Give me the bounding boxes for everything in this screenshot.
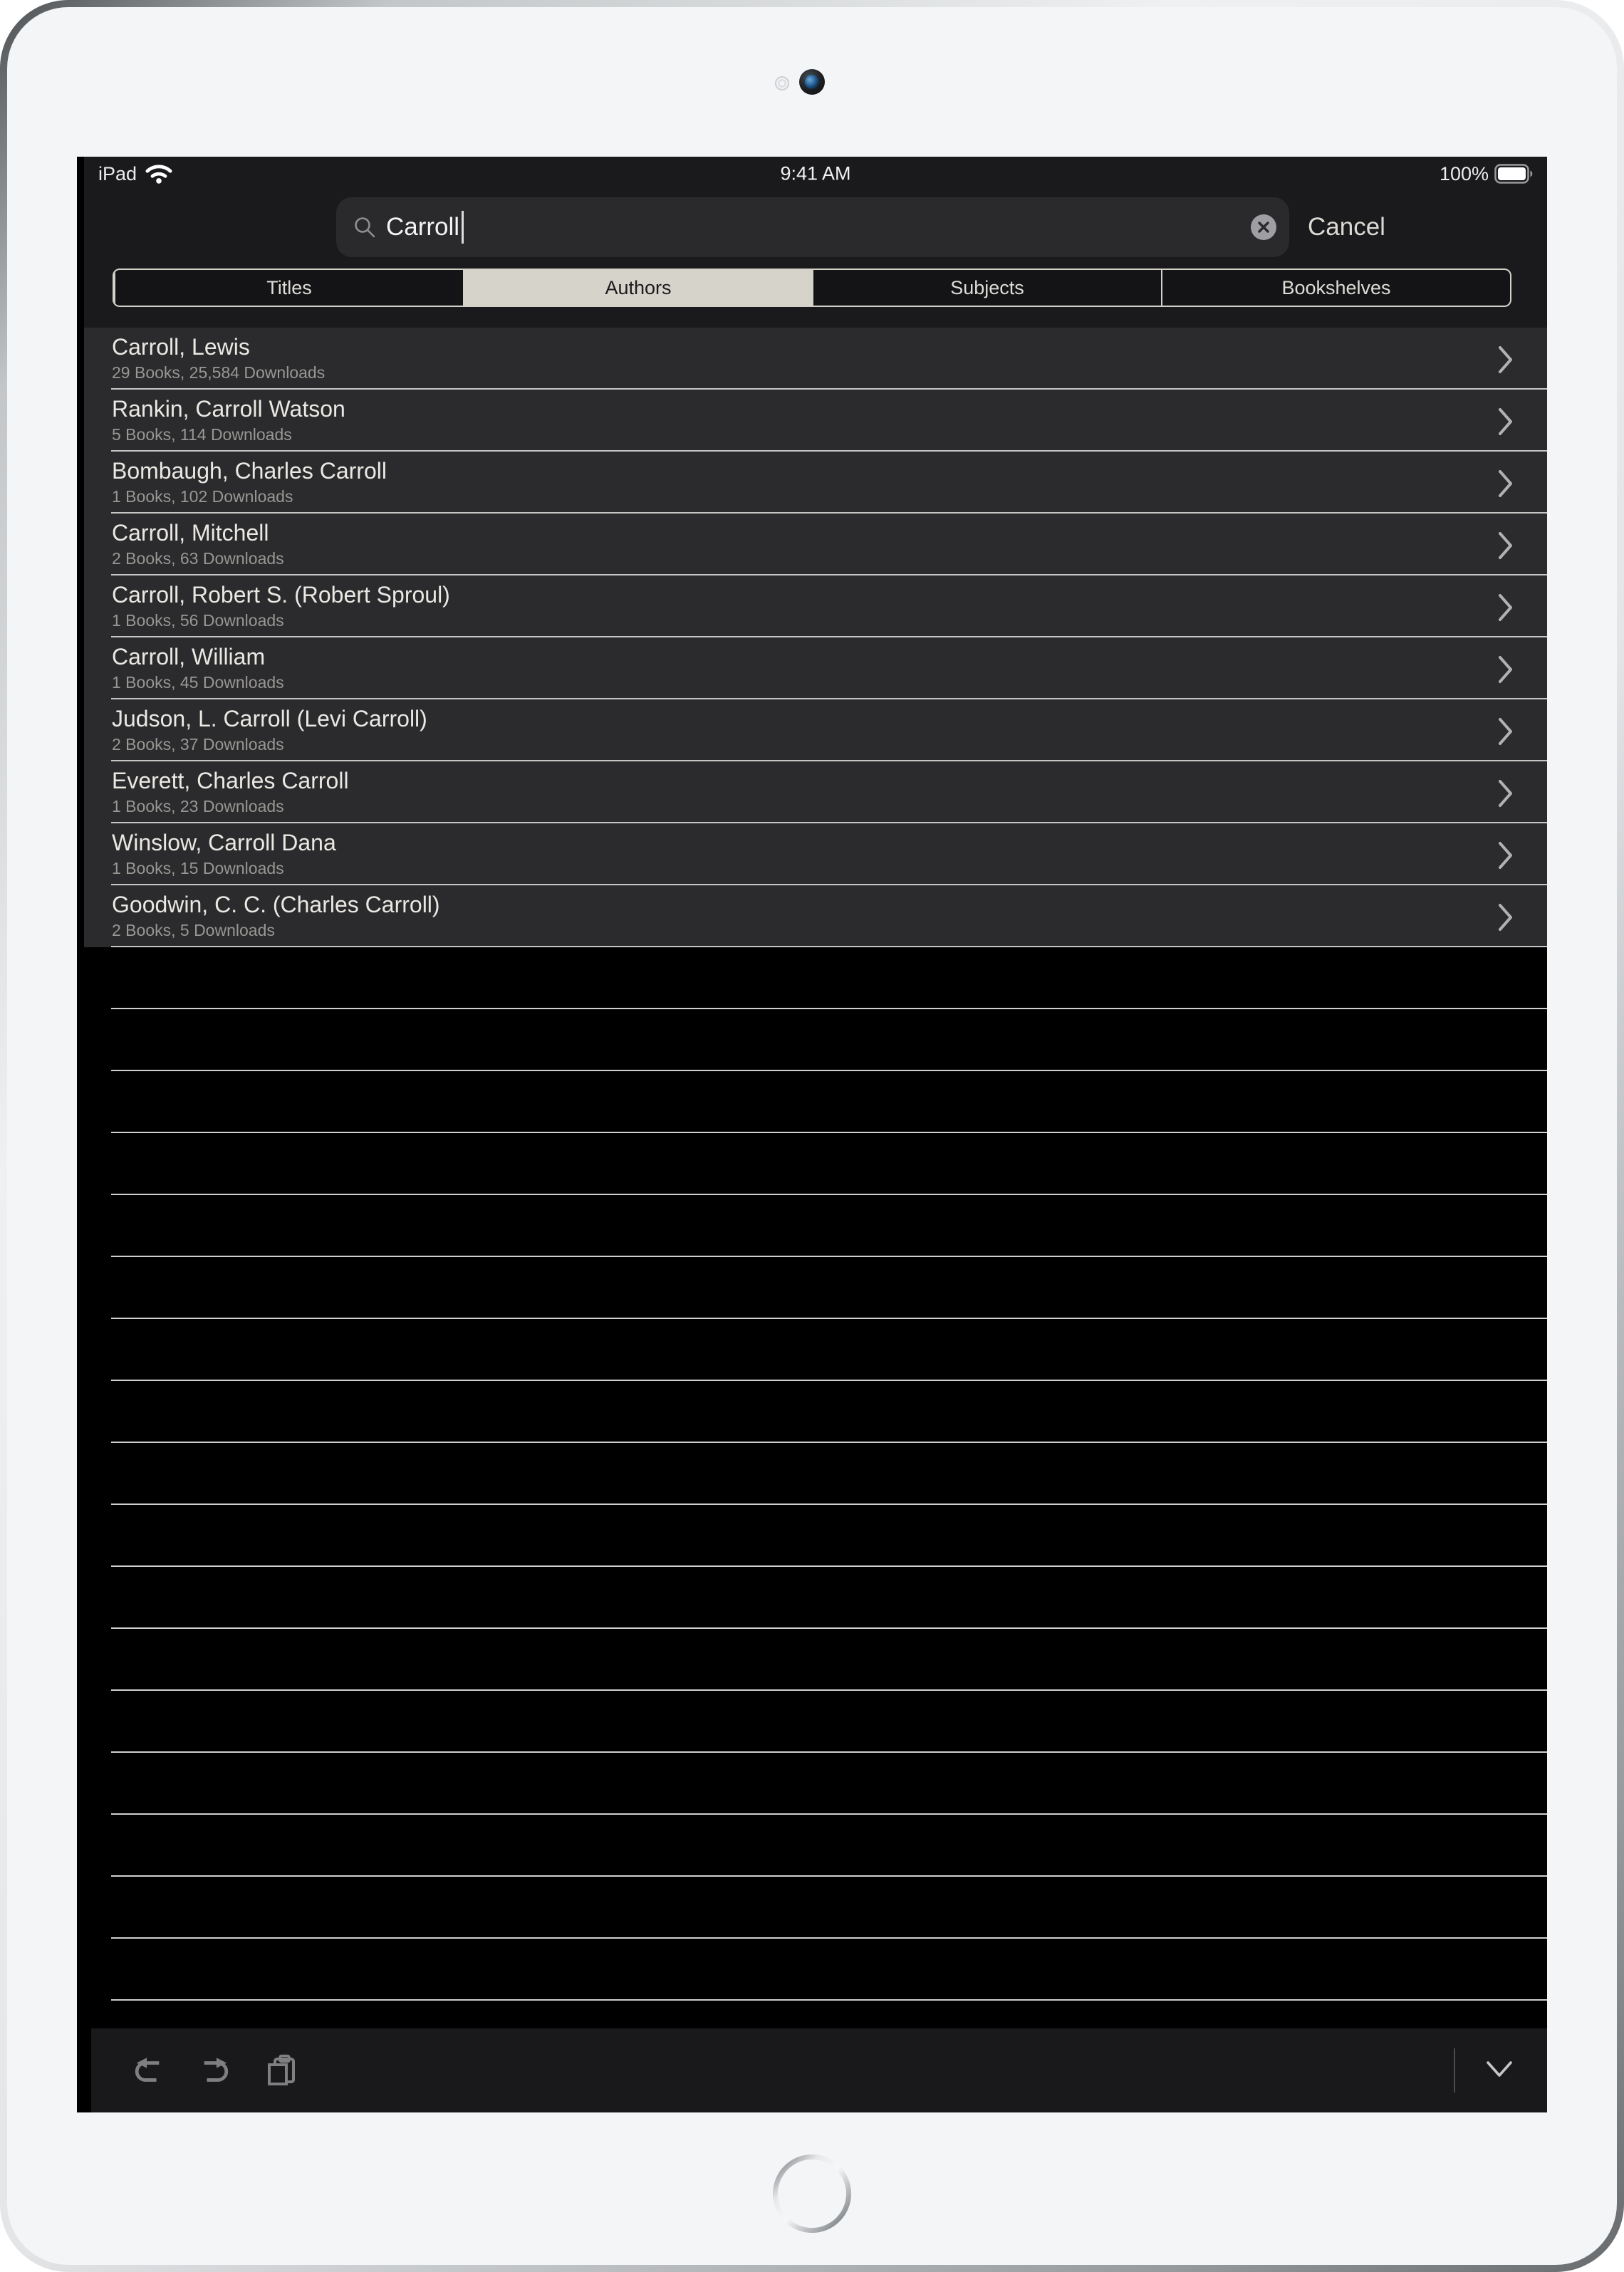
empty-row <box>84 1009 1547 1071</box>
author-stats: 2 Books, 5 Downloads <box>112 921 275 939</box>
home-button[interactable] <box>773 2154 851 2233</box>
author-name: Judson, L. Carroll (Levi Carroll) <box>112 706 427 731</box>
screen <box>77 157 1547 2112</box>
camera-lens <box>805 75 819 89</box>
wifi-icon <box>145 163 172 184</box>
author-stats: 1 Books, 23 Downloads <box>112 797 284 815</box>
author-stats: 5 Books, 114 Downloads <box>112 425 292 444</box>
author-result-row[interactable] <box>84 575 1547 637</box>
author-stats: 1 Books, 56 Downloads <box>112 611 284 630</box>
empty-row <box>84 1753 1547 1815</box>
author-name: Winslow, Carroll Dana <box>112 830 336 855</box>
author-stats: 2 Books, 37 Downloads <box>112 735 284 754</box>
author-stats: 1 Books, 15 Downloads <box>112 859 284 877</box>
scope-tab[interactable]: Titles <box>114 270 463 306</box>
scope-tab[interactable]: Bookshelves <box>1161 270 1510 306</box>
author-stats: 29 Books, 25,584 Downloads <box>112 363 326 382</box>
battery-percent: 100% <box>1439 162 1489 184</box>
keyboard-dismiss-icon <box>1484 2060 1514 2080</box>
author-name: Carroll, Mitchell <box>112 520 269 546</box>
search-bar <box>84 191 1547 268</box>
author-result-row[interactable] <box>84 328 1547 390</box>
text-caret <box>462 211 464 244</box>
scope-tab[interactable]: Authors <box>463 270 812 306</box>
author-result-row[interactable] <box>84 514 1547 575</box>
chevron-right-icon <box>1497 716 1515 747</box>
empty-row <box>84 1195 1547 1257</box>
empty-row <box>84 1071 1547 1133</box>
empty-row <box>84 1815 1547 1877</box>
chevron-right-icon <box>1497 406 1515 437</box>
empty-row <box>84 1877 1547 1939</box>
author-result-row[interactable] <box>84 761 1547 823</box>
magnifier-icon <box>353 216 376 239</box>
chevron-right-icon <box>1497 778 1515 809</box>
author-result-row[interactable] <box>84 637 1547 699</box>
author-name: Carroll, Lewis <box>112 334 250 360</box>
empty-row <box>84 1443 1547 1505</box>
empty-rows-area <box>84 947 1547 2001</box>
empty-row <box>84 1319 1547 1381</box>
author-name: Rankin, Carroll Watson <box>112 396 345 422</box>
empty-row <box>84 1567 1547 1629</box>
redo-button[interactable] <box>199 2057 231 2084</box>
empty-row <box>84 1505 1547 1567</box>
author-name: Everett, Charles Carroll <box>112 768 349 793</box>
author-name: Bombaugh, Charles Carroll <box>112 458 387 484</box>
author-result-row[interactable] <box>84 885 1547 947</box>
empty-row <box>84 1257 1547 1319</box>
empty-row <box>84 1629 1547 1691</box>
empty-row <box>84 1133 1547 1195</box>
author-name: Goodwin, C. C. (Charles Carroll) <box>112 892 440 917</box>
empty-row <box>84 1381 1547 1443</box>
chevron-right-icon <box>1497 530 1515 561</box>
clear-circle-icon <box>1257 221 1270 234</box>
status-bar <box>84 157 1547 191</box>
redo-icon <box>199 2057 231 2084</box>
paste-button[interactable] <box>266 2054 297 2087</box>
battery-icon <box>1494 164 1534 184</box>
chevron-right-icon <box>1497 344 1515 375</box>
author-name: Carroll, Robert S. (Robert Sproul) <box>112 582 450 608</box>
scope-segmented-control <box>113 269 1511 307</box>
scope-tab[interactable]: Subjects <box>812 270 1161 306</box>
author-name: Carroll, William <box>112 644 266 669</box>
chevron-right-icon <box>1497 902 1515 933</box>
author-result-row[interactable] <box>84 390 1547 452</box>
carrier-label: iPad <box>98 162 137 184</box>
results-list <box>84 328 1547 947</box>
empty-row <box>84 947 1547 1009</box>
paste-icon <box>266 2054 297 2087</box>
author-result-row[interactable] <box>84 452 1547 514</box>
dismiss-keyboard-button[interactable] <box>1484 2060 1514 2083</box>
clear-search-button[interactable] <box>1251 214 1276 240</box>
ambient-sensor-icon <box>775 76 789 90</box>
chevron-right-icon <box>1497 592 1515 623</box>
search-query-text: Carroll <box>386 213 460 241</box>
keyboard-accessory-toolbar <box>91 2028 1547 2112</box>
empty-row <box>84 1691 1547 1753</box>
author-result-row[interactable] <box>84 699 1547 761</box>
chevron-right-icon <box>1497 840 1515 871</box>
author-stats: 2 Books, 63 Downloads <box>112 549 284 568</box>
chevron-right-icon <box>1497 468 1515 499</box>
author-stats: 1 Books, 102 Downloads <box>112 487 293 506</box>
search-input[interactable] <box>336 197 1289 257</box>
chevron-right-icon <box>1497 654 1515 685</box>
author-stats: 1 Books, 45 Downloads <box>112 673 284 692</box>
empty-row <box>84 1939 1547 2001</box>
undo-icon <box>132 2057 165 2084</box>
undo-button[interactable] <box>132 2057 165 2084</box>
author-result-row[interactable] <box>84 823 1547 885</box>
cancel-button[interactable]: Cancel <box>1308 213 1385 241</box>
front-camera <box>799 69 825 95</box>
clock: 9:41 AM <box>780 162 851 184</box>
toolbar-divider <box>1454 2048 1455 2093</box>
app-header <box>84 157 1547 328</box>
